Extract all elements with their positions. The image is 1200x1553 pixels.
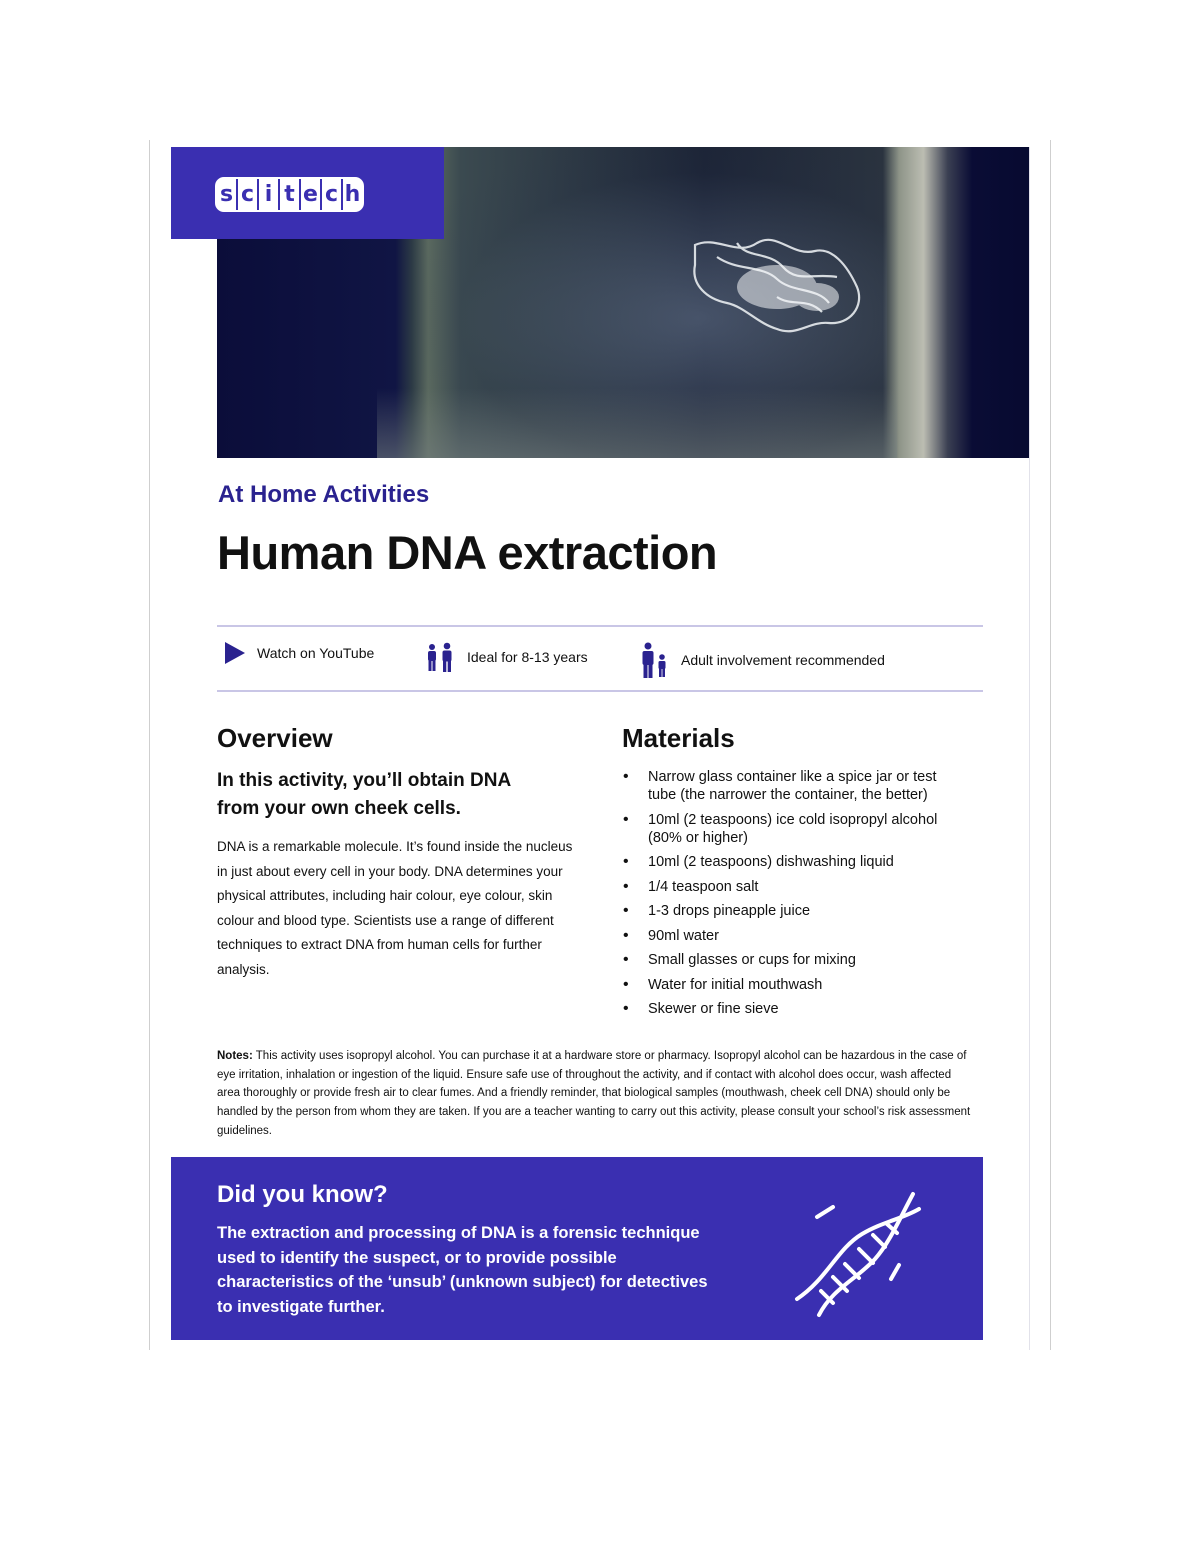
- did-you-know-text: The extraction and processing of DNA is a forensic technique used to identify the suspect, or to provide possible characteristics of the ‘unsub’ (unknown subject) for detectives to investigate further.: [217, 1224, 708, 1316]
- page-border-left: [149, 140, 150, 1350]
- activity-meta: [217, 642, 983, 672]
- logo-letter: i: [259, 179, 280, 210]
- notes-text: This activity uses isopropyl alcohol. You can purchase it at a hardware store or pharmacy. Isopropyl alcohol can be hazardous in the case of eye irritation, inhalation or ingestion of the liquid. Ensure safe use of throughout the activity, and if contact with alcohol does occur, wash affected area thoroughly or provide fresh air to clear fumes. And a friendly reminder, that biological samples (mouthwash, cheek cell DNA) should only be handled by the person from whom they are taken. If you are a teacher wanting to carry out this activity, please consult your school’s risk assessment guidelines.: [217, 1050, 971, 1137]
- list-item: • Narrow glass container like a spice jar or test tube (the narrower the container, the better): [623, 768, 968, 804]
- page-border-right: [1050, 140, 1051, 1350]
- section-eyebrow: At Home Activities: [218, 481, 430, 508]
- list-item: • Skewer or fine sieve: [623, 1000, 968, 1018]
- divider-bottom: [217, 690, 983, 692]
- play-icon: [225, 642, 245, 664]
- overview-heading: Overview: [217, 723, 333, 753]
- page-title: Human DNA extraction: [217, 526, 718, 579]
- scitech-logo[interactable]: [215, 177, 364, 212]
- did-you-know-heading: Did you know?: [217, 1181, 388, 1208]
- list-item: • 10ml (2 teaspoons) ice cold isopropyl alcohol (80% or higher): [623, 811, 968, 847]
- list-item: • 10ml (2 teaspoons) dishwashing liquid: [623, 853, 968, 871]
- children-icon: [425, 642, 455, 672]
- adult-label: Adult involvement recommended: [681, 652, 885, 668]
- brand-banner: [171, 147, 444, 239]
- document-page: [171, 147, 1030, 1350]
- youtube-link[interactable]: [225, 642, 374, 664]
- logo-letter: c: [238, 179, 259, 210]
- divider-top: [217, 625, 983, 627]
- age-label: Ideal for 8-13 years: [467, 649, 588, 665]
- logo-letter: h: [344, 182, 361, 207]
- safety-notes: [217, 1047, 977, 1141]
- adult-child-icon: [639, 642, 669, 678]
- list-item: • Small glasses or cups for mixing: [623, 951, 968, 969]
- overview-body: DNA is a remarkable molecule. It’s found inside the nucleus in just about every cell in your body. DNA determines your physical attributes, including hair colour, eye colour, skin colour and blood type. Scientists use a range of different techniques to extract DNA from human cells for further analysis.: [217, 839, 573, 977]
- did-you-know-panel: [171, 1157, 983, 1340]
- list-item: • 90ml water: [623, 927, 968, 945]
- age-range: [425, 642, 588, 672]
- logo-letter: t: [280, 179, 301, 210]
- list-item: • 1-3 drops pineapple juice: [623, 902, 968, 920]
- list-item: • Water for initial mouthwash: [623, 976, 968, 994]
- logo-letter: s: [217, 179, 238, 210]
- notes-label: Notes:: [217, 1050, 253, 1062]
- materials-list: [623, 768, 968, 1025]
- logo-letter: e: [301, 179, 322, 210]
- overview-lead: In this activity, you’ll obtain DNA from your own cheek cells.: [217, 770, 511, 819]
- adult-involvement: [639, 642, 885, 678]
- youtube-label: Watch on YouTube: [257, 645, 375, 661]
- dna-helix-icon: [787, 1179, 927, 1319]
- logo-letter: c: [322, 179, 343, 210]
- materials-heading: Materials: [622, 723, 735, 753]
- list-item: • 1/4 teaspoon salt: [623, 878, 968, 896]
